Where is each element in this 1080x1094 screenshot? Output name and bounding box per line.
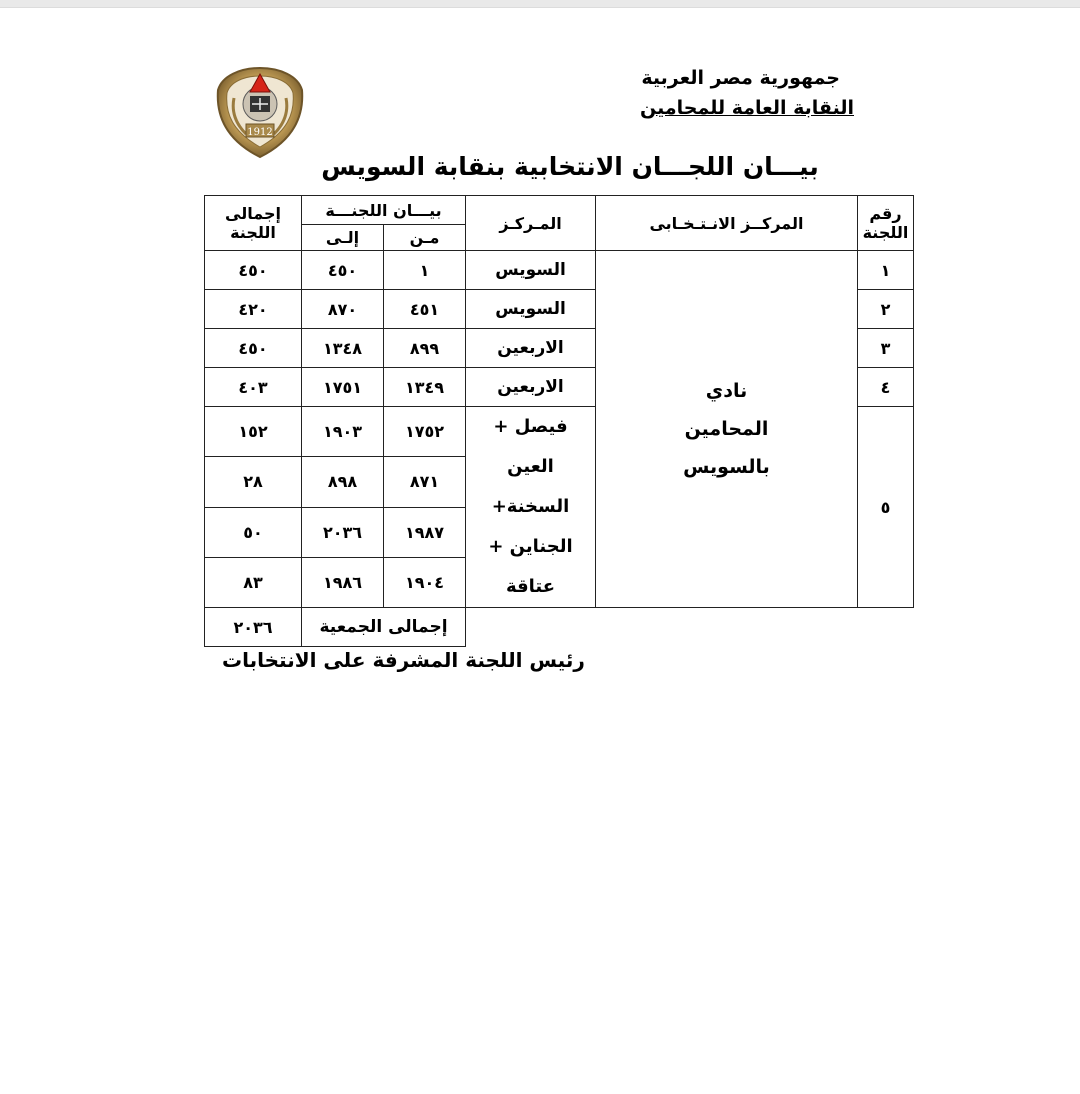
center-name: السويس bbox=[466, 290, 596, 329]
header-electoral-center: المركــز الانـتـخـابى bbox=[596, 196, 858, 251]
document-header bbox=[594, 62, 854, 122]
assembly-total-value: ٢٠٣٦ bbox=[205, 608, 302, 647]
range-from: ١٩٨٧ bbox=[384, 507, 466, 557]
committee-total: ٢٨ bbox=[205, 457, 302, 507]
range-to: ٢٠٣٦ bbox=[302, 507, 384, 557]
committee-total: ١٥٢ bbox=[205, 407, 302, 457]
header-to: إلـى bbox=[302, 225, 384, 251]
emblem-year: 1912 bbox=[247, 127, 273, 138]
committee-total: ٤٢٠ bbox=[205, 290, 302, 329]
committee-total: ٥٠ bbox=[205, 507, 302, 557]
committee-number: ٤ bbox=[858, 368, 914, 407]
electoral-center-line: نادي bbox=[705, 380, 748, 402]
range-to: ٤٥٠ bbox=[302, 251, 384, 290]
range-to: ١٣٤٨ bbox=[302, 329, 384, 368]
committee-number: ٣ bbox=[858, 329, 914, 368]
signature-line: رئيس اللجنة المشرفة على الانتخابات bbox=[222, 648, 585, 672]
viewer-top-bar bbox=[0, 0, 1080, 8]
country-name: جمهورية مصر العربية bbox=[641, 67, 840, 89]
range-from: ٨٧١ bbox=[384, 457, 466, 507]
combined-center-line: عتاقة bbox=[505, 576, 556, 597]
header-committee-total: إجمالى اللجنة bbox=[205, 196, 302, 251]
electoral-center-line: المحامين bbox=[684, 418, 769, 440]
combined-center-line: العين السخنة+ bbox=[491, 456, 570, 517]
committee-total: ٤٥٠ bbox=[205, 251, 302, 290]
committee-number: ١ bbox=[858, 251, 914, 290]
header-center: المـركـز bbox=[466, 196, 596, 251]
committee-number: ٢ bbox=[858, 290, 914, 329]
assembly-total-label: إجمالى الجمعية bbox=[302, 608, 466, 647]
committee-total: ٤٥٠ bbox=[205, 329, 302, 368]
syndicate-name: النقابة العامة للمحامين bbox=[640, 97, 854, 119]
center-name: السويس bbox=[466, 251, 596, 290]
bar-association-emblem-icon bbox=[212, 64, 308, 160]
combined-center-cell bbox=[466, 407, 596, 608]
electoral-center-cell bbox=[596, 251, 858, 608]
range-to: ١٩٠٣ bbox=[302, 407, 384, 457]
electoral-center-line: بالسويس bbox=[683, 456, 770, 478]
range-to: ٨٧٠ bbox=[302, 290, 384, 329]
range-from: ١٣٤٩ bbox=[384, 368, 466, 407]
committee-total: ٨٣ bbox=[205, 557, 302, 607]
center-name: الاربعين bbox=[466, 329, 596, 368]
committee-number: ٥ bbox=[858, 407, 914, 608]
range-from: ١٧٥٢ bbox=[384, 407, 466, 457]
range-to: ٨٩٨ bbox=[302, 457, 384, 507]
combined-center-line: فيصل + bbox=[493, 416, 568, 437]
range-to: ١٧٥١ bbox=[302, 368, 384, 407]
committee-total: ٤٠٣ bbox=[205, 368, 302, 407]
range-to: ١٩٨٦ bbox=[302, 557, 384, 607]
range-from: ١٩٠٤ bbox=[384, 557, 466, 607]
header-from: مـن bbox=[384, 225, 466, 251]
range-from: ١ bbox=[384, 251, 466, 290]
header-committee-no: رقم اللجنة bbox=[858, 196, 914, 251]
range-from: ٤٥١ bbox=[384, 290, 466, 329]
committees-table bbox=[204, 195, 914, 647]
assembly-total-row bbox=[205, 608, 914, 647]
range-from: ٨٩٩ bbox=[384, 329, 466, 368]
combined-center-line: الجناين + bbox=[488, 536, 573, 557]
page-title: بيـــان اللجـــان الانتخابية بنقابة السويس bbox=[321, 152, 819, 181]
center-name: الاربعين bbox=[466, 368, 596, 407]
table-row bbox=[205, 251, 914, 290]
header-committee-range: بيـــان اللجنـــة bbox=[302, 196, 466, 225]
